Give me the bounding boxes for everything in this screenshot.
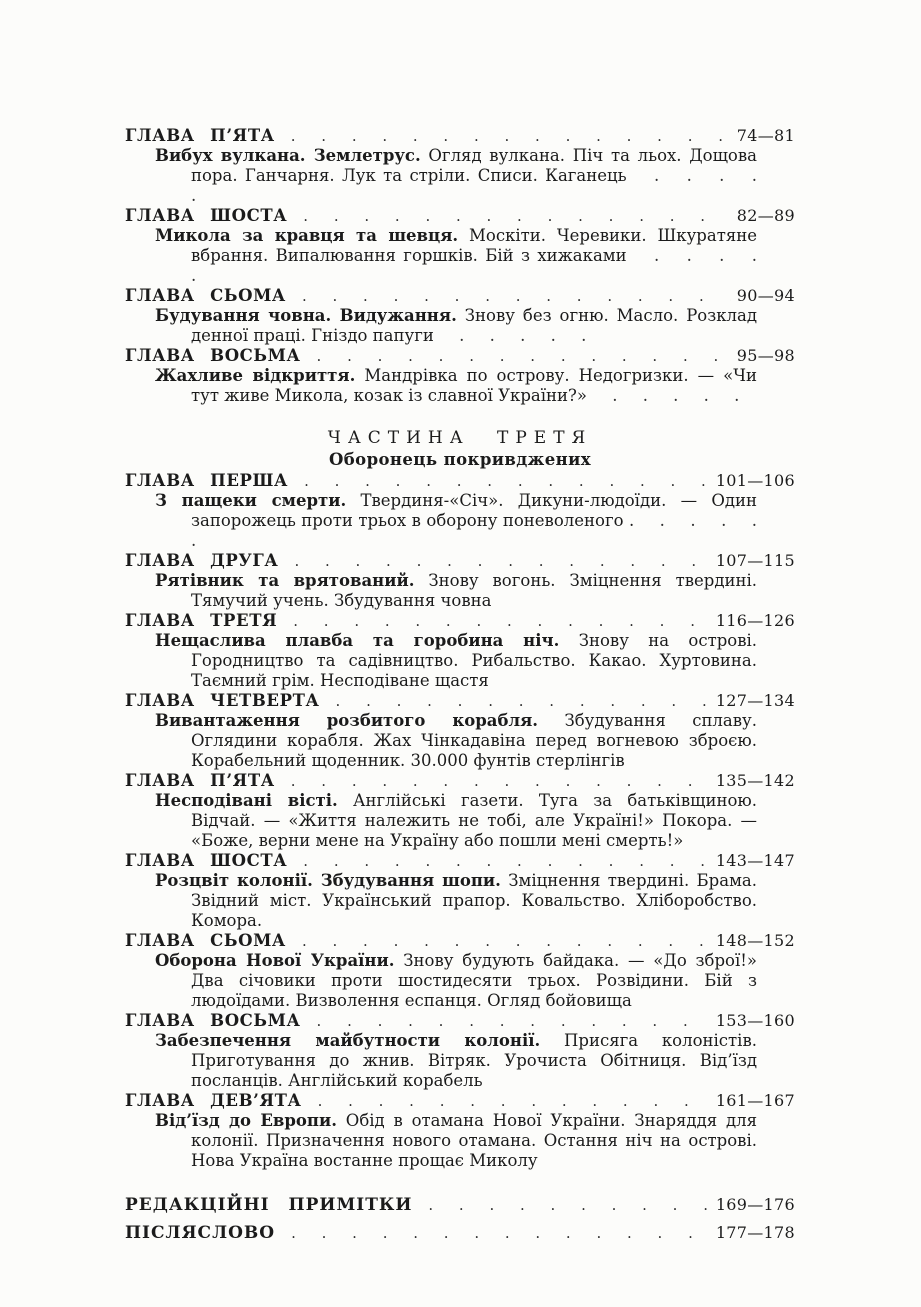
toc-chapter <box>125 471 795 551</box>
toc-chapter <box>125 691 795 771</box>
dot-leader <box>302 286 731 306</box>
chapter-description <box>155 1111 757 1171</box>
dot-leader <box>317 1011 710 1031</box>
chapter-pages: 177—178 <box>715 1223 795 1242</box>
chapter-description-rest: Збудування сплаву. Оглядини корабля. Жах Чінкадавіна перед вогневою зброєю. Корабельний щоденник. 30.000 фунтів стерлінгів <box>191 711 757 770</box>
chapter-pages: 116—126 <box>715 611 795 630</box>
chapter-row <box>125 691 795 711</box>
chapter-title: ГЛАВА СЬОМА <box>125 931 286 950</box>
chapter-title: ГЛАВА ПЕРША <box>125 471 289 490</box>
chapter-description-lead: Оборона Нової України. <box>155 951 395 970</box>
toc-chapter <box>125 1091 795 1171</box>
toc-chapter <box>125 851 795 931</box>
chapter-title: ГЛАВА П’ЯТА <box>125 771 275 790</box>
chapter-title: ГЛАВА ВОСЬМА <box>125 1011 301 1030</box>
chapter-description <box>155 491 757 551</box>
trailing-dot-leader: . . . . . <box>191 511 757 550</box>
chapter-description-lead: Вивантаження розбитого корабля. <box>155 711 539 730</box>
trailing-dot-leader: . . . . . <box>191 246 757 285</box>
chapter-row <box>125 771 795 791</box>
dot-leader <box>336 691 710 711</box>
trailing-dot-leader: . . . . . <box>191 166 757 205</box>
chapter-row <box>125 1219 795 1247</box>
chapter-description <box>155 711 757 771</box>
chapter-row <box>125 931 795 951</box>
dot-leader <box>294 551 709 571</box>
dot-leader <box>318 1091 710 1111</box>
chapter-title: РЕДАКЦІЙНІ ПРИМІТКИ <box>125 1195 413 1215</box>
toc-chapter <box>125 286 795 346</box>
toc-chapter <box>125 1011 795 1091</box>
part-heading: ЧАСТИНА ТРЕТЯ <box>327 428 593 448</box>
chapter-title: ГЛАВА ДЕВ’ЯТА <box>125 1091 302 1110</box>
chapter-description-rest: Знову будують байдака. — «До зброї!» Два січовики проти шостидесяти трьох. Розвідини. Бій з людоїдами. Визволення еспанця. Огляд бойовища <box>191 951 757 1010</box>
toc-section-part-two <box>125 126 795 406</box>
chapter-row <box>125 286 795 306</box>
chapter-description-lead: Розцвіт колонії. Збудування шопи. <box>155 871 501 890</box>
chapter-description-rest: Москіти. Черевики. Шкуратяне вбрання. Випалювання горшків. Бій з хижаками <box>191 226 758 265</box>
chapter-pages: 101—106 <box>715 471 795 490</box>
chapter-description-rest: Огляд вулкана. Піч та льох. Дощова пора. Ганчарня. Лук та стріли. Списи. Каганець <box>191 146 757 185</box>
part-subtitle: Оборонець покривджених <box>329 450 591 469</box>
chapter-pages: 82—89 <box>736 206 795 225</box>
chapter-title: ГЛАВА П’ЯТА <box>125 126 275 145</box>
chapter-pages: 107—115 <box>715 551 795 570</box>
chapter-row <box>125 611 795 631</box>
chapter-description-lead: Микола за кравця та шевця. <box>155 226 459 245</box>
chapter-row <box>125 551 795 571</box>
chapter-title: ГЛАВА ВОСЬМА <box>125 346 301 365</box>
dot-leader <box>302 931 710 951</box>
chapter-description-lead: Нещаслива плавба та горобина ніч. <box>155 631 560 650</box>
chapter-description-lead: Несподівані вісті. <box>155 791 338 810</box>
chapter-title: ГЛАВА ШОСТА <box>125 851 288 870</box>
toc-content <box>125 126 795 1247</box>
toc-chapter <box>125 611 795 691</box>
chapter-description <box>155 791 757 851</box>
chapter-pages: 74—81 <box>736 126 795 145</box>
chapter-description-rest: Твердиня-«Січ». Дикуни-людоїди. — Один запорожець проти трьох в оборону поневоленого . <box>191 491 757 530</box>
chapter-row <box>125 346 795 366</box>
chapter-description <box>155 871 757 931</box>
chapter-description <box>155 571 757 611</box>
dot-leader <box>303 206 730 226</box>
chapter-description-lead: Рятівник та врятований. <box>155 571 415 590</box>
chapter-pages: 90—94 <box>736 286 795 305</box>
toc-chapter <box>125 931 795 1011</box>
dot-leader <box>304 471 710 491</box>
chapter-title: ГЛАВА ДРУГА <box>125 551 279 570</box>
chapter-description-lead: Жахливе відкриття. <box>155 366 356 385</box>
chapter-description-rest: Мандрівка по острову. Недогризки. — «Чи тут живе Микола, козак із славної України?» <box>191 366 757 405</box>
chapter-description-rest: Знову вогонь. Зміцнення твердині. Тямучий учень. Збудування човна <box>191 571 757 610</box>
part-heading-block <box>125 427 795 471</box>
chapter-description-rest: Знову без огню. Масло. Розклад денної праці. Гніздо папуги <box>191 306 758 345</box>
chapter-description-lead: З пащеки смерти. <box>155 491 347 510</box>
dot-leader <box>317 346 731 366</box>
dot-leader <box>291 126 731 146</box>
chapter-description-rest: Присяга колоністів. Приготування до жнив. Вітряк. Урочиста Обітниця. Від’їзд посланців. Англійський корабель <box>191 1031 757 1090</box>
chapter-description-rest: Знову на острові. Городництво та садівництво. Рибальство. Какао. Хуртовина. Таємний грім. Несподіване щастя <box>191 631 758 690</box>
chapter-description-lead: Вибух вулкана. Землетрус. <box>155 146 421 165</box>
chapter-row <box>125 1191 795 1219</box>
chapter-title: ГЛАВА ШОСТА <box>125 206 288 225</box>
chapter-row <box>125 206 795 226</box>
dot-leader <box>428 1191 709 1219</box>
toc-chapter <box>125 1191 795 1219</box>
toc-chapter <box>125 346 795 406</box>
chapter-pages: 143—147 <box>715 851 795 870</box>
chapter-description <box>155 366 757 406</box>
chapter-description-lead: Від’їзд до Европи. <box>155 1111 337 1130</box>
chapter-description <box>155 951 757 1011</box>
chapter-pages: 161—167 <box>715 1091 795 1110</box>
chapter-row <box>125 471 795 491</box>
chapter-title: ГЛАВА ЧЕТВЕРТА <box>125 691 320 710</box>
back-matter-block <box>125 1191 795 1247</box>
chapter-description-lead: Будування човна. Видужання. <box>155 306 457 325</box>
chapter-description <box>155 1031 757 1091</box>
chapter-description-rest: Англійські газети. Туга за батьківщиною. Відчай. — «Життя належить не тобі, але Україні!» Покора. — «Боже, верни мене на Україну або пошли мені смерть!» <box>191 791 757 850</box>
dot-leader <box>291 771 710 791</box>
chapter-description <box>155 146 757 206</box>
chapter-row <box>125 126 795 146</box>
dot-leader <box>293 611 710 631</box>
toc-chapter <box>125 551 795 611</box>
trailing-dot-leader: . . . . . <box>586 386 740 405</box>
chapter-row <box>125 851 795 871</box>
toc-chapter <box>125 206 795 286</box>
chapter-pages: 169—176 <box>715 1195 795 1214</box>
toc-chapter <box>125 771 795 851</box>
chapter-row <box>125 1091 795 1111</box>
dot-leader <box>303 851 710 871</box>
chapter-row <box>125 1011 795 1031</box>
chapter-description <box>155 306 757 346</box>
toc-section-part-three <box>125 471 795 1171</box>
chapter-pages: 127—134 <box>715 691 795 710</box>
chapter-pages: 153—160 <box>715 1011 795 1030</box>
chapter-pages: 135—142 <box>715 771 795 790</box>
chapter-title: ПІСЛЯСЛОВО <box>125 1223 276 1243</box>
chapter-description-lead: Забезпечення майбутности колонії. <box>155 1031 541 1050</box>
chapter-description-rest: Обід в отамана Нової України. Знаряддя для колонії. Призначення нового отамана. Остання ніч на острові. Нова Україна востанне прощає Миколу <box>191 1111 758 1170</box>
chapter-title: ГЛАВА ТРЕТЯ <box>125 611 278 630</box>
chapter-description-rest: Зміцнення твердині. Брама. Звідний міст. Український прапор. Ковальство. Хліборобство. Комора. <box>191 871 757 930</box>
chapter-pages: 95—98 <box>736 346 795 365</box>
chapter-description <box>155 226 757 286</box>
dot-leader <box>291 1219 710 1247</box>
toc-chapter <box>125 1219 795 1247</box>
trailing-dot-leader: . . . . . <box>433 326 587 345</box>
chapter-pages: 148—152 <box>715 931 795 950</box>
toc-chapter <box>125 126 795 206</box>
chapter-description <box>155 631 757 691</box>
chapter-title: ГЛАВА СЬОМА <box>125 286 286 305</box>
